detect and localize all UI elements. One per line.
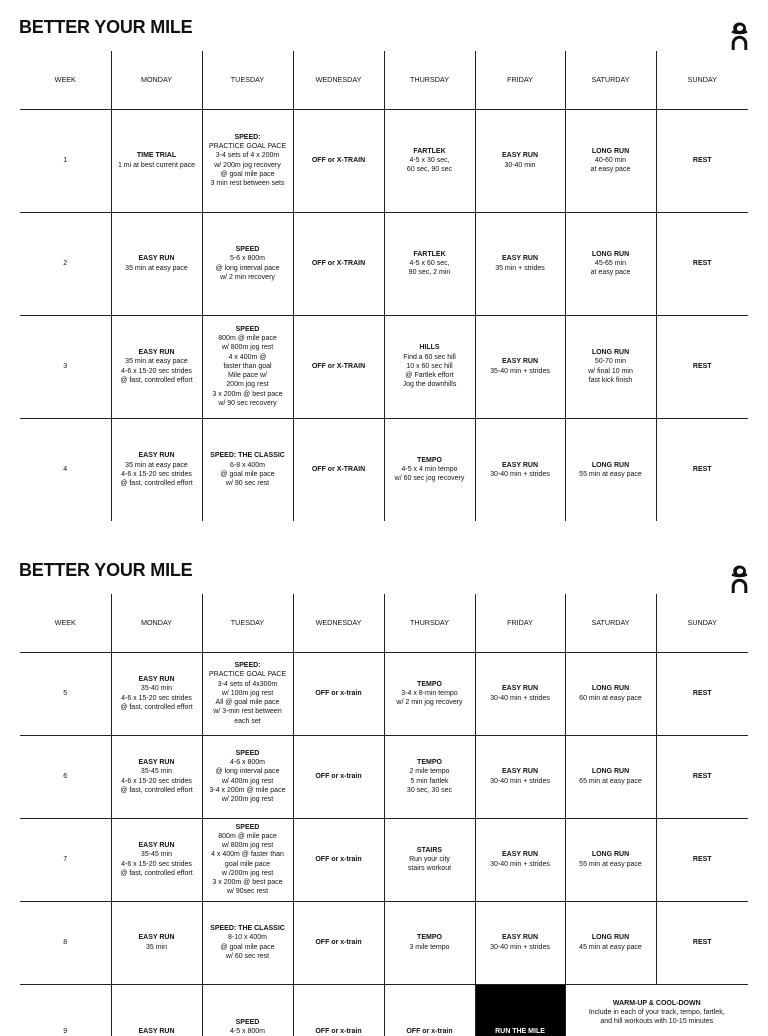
day-cell-wednesday <box>293 735 384 818</box>
workout-title: STAIRS <box>416 846 443 854</box>
workout-detail: 65 min at easy pace <box>579 777 642 785</box>
day-cell-friday <box>475 818 565 901</box>
workout-detail: stairs workout <box>407 865 452 873</box>
workout-detail: @ fast, controlled effort <box>120 376 193 384</box>
workout-title: EASY RUN <box>138 255 175 263</box>
week-row-9 <box>20 984 748 1036</box>
workout-detail: w/ 200m jog recovery <box>214 161 281 169</box>
col-header-monday: MONDAY <box>111 51 202 109</box>
workout-title: SPEED <box>235 326 260 334</box>
workout-title: LONG RUN <box>591 685 630 693</box>
workout-detail: @ fast, controlled effort <box>120 786 193 794</box>
workout-detail: 40-60 min <box>594 156 627 164</box>
day-cell-monday <box>111 315 202 418</box>
workout-detail: w/ 60 sec rest <box>225 952 270 960</box>
workout-detail: faster than goal <box>223 362 272 370</box>
col-header-saturday: SATURDAY <box>565 51 656 109</box>
workout-detail: at easy pace <box>590 166 631 174</box>
day-cell-friday <box>475 212 565 315</box>
week-number-text: 4 <box>63 466 68 474</box>
day-cell-thursday <box>384 212 475 315</box>
col-header-sunday: SUNDAY <box>656 51 748 109</box>
workout-detail: @ fast, controlled effort <box>120 869 193 877</box>
day-cell-sunday <box>656 818 748 901</box>
workout-detail: 5 min fartlek <box>410 777 449 785</box>
workout-detail: 10 x 60 sec hill <box>406 362 453 370</box>
workout-detail: goal mile pace <box>224 860 271 868</box>
col-header-tuesday: TUESDAY <box>202 594 293 652</box>
workout-title: SPEED <box>235 246 260 254</box>
on-logo-icon <box>731 22 748 51</box>
page-title-2: BETTER YOUR MILE <box>19 560 193 580</box>
workout-detail: 3-4 x 200m @ mile pace <box>209 786 286 794</box>
workout-title: LONG RUN <box>591 851 630 859</box>
week-number <box>20 418 111 521</box>
day-cell-saturday <box>565 109 656 212</box>
day-cell-wednesday <box>293 109 384 212</box>
day-cell-wednesday <box>293 418 384 521</box>
col-header-week: WEEK <box>20 594 111 652</box>
on-logo-icon <box>731 565 748 594</box>
page-title: BETTER YOUR MILE <box>19 17 193 37</box>
workout-detail: w/ 400m jog rest <box>221 777 274 785</box>
workout-title: EASY RUN <box>138 934 175 942</box>
day-cell-monday <box>111 735 202 818</box>
workout-title: FARTLEK <box>413 147 446 155</box>
col-header-friday: FRIDAY <box>475 51 565 109</box>
day-cell-tuesday <box>202 212 293 315</box>
workout-detail: 35 min <box>145 943 167 951</box>
workout-title: TIME TRIAL <box>136 152 177 160</box>
day-cell-tuesday <box>202 818 293 901</box>
week-number-text: 1 <box>63 156 68 164</box>
workout-title: REST <box>692 466 712 474</box>
training-plan-table-1 <box>20 51 748 521</box>
week-row <box>20 109 748 212</box>
workout-detail: @ goal mile pace <box>220 943 275 951</box>
day-cell-monday <box>111 901 202 984</box>
workout-title: OFF or x-train <box>315 938 362 946</box>
workout-detail: 8-10 x 400m <box>228 934 267 942</box>
workout-title: REST <box>692 855 712 863</box>
workout-title: TEMPO <box>417 759 442 767</box>
workout-title: REST <box>692 156 712 164</box>
day-cell-tuesday <box>202 901 293 984</box>
workout-title: EASY RUN <box>138 759 175 767</box>
workout-title: EASY RUN <box>501 152 539 160</box>
workout-title: OFF or x-train <box>315 689 362 697</box>
workout-detail: @ Fartlek effort <box>405 372 454 380</box>
day-cell-thursday <box>384 901 475 984</box>
week-row <box>20 315 748 418</box>
workout-detail: 30-40 min + strides <box>490 470 550 478</box>
workout-title: TEMPO <box>417 680 442 688</box>
day-cell-wednesday <box>293 652 384 735</box>
day-cell-wednesday <box>293 818 384 901</box>
day-cell-saturday <box>565 818 656 901</box>
day-cell-tuesday <box>202 418 293 521</box>
workout-detail: w/ 800m jog rest <box>221 842 274 850</box>
workout-detail: 4-6 x 800m <box>229 759 266 767</box>
week-number-text: 3 <box>63 362 68 370</box>
workout-title: EASY RUN <box>138 842 175 850</box>
day-cell-sunday <box>656 212 748 315</box>
day-cell-wednesday <box>293 984 384 1036</box>
workout-detail: 90 sec, 2 min <box>408 269 451 277</box>
workout-detail: Run your city <box>409 855 450 863</box>
workout-detail: 4 x 400m @ <box>228 353 267 361</box>
day-cell-sunday <box>656 109 748 212</box>
workout-detail: 4-6 x 15-20 sec strides <box>121 367 192 375</box>
workout-title: EASY RUN <box>138 452 175 460</box>
week-row <box>20 901 748 984</box>
day-cell-saturday <box>565 652 656 735</box>
workout-detail: 3 x 200m @ best pace <box>212 878 283 886</box>
day-cell-tuesday <box>202 735 293 818</box>
day-cell-tuesday <box>202 652 293 735</box>
workout-detail: 30-40 min + strides <box>490 943 550 951</box>
day-cell-monday <box>111 984 202 1036</box>
day-cell-wednesday <box>293 212 384 315</box>
workout-detail: @ long interval pace <box>215 264 280 272</box>
workout-title: EASY RUN <box>501 358 539 366</box>
week-number <box>20 212 111 315</box>
day-cell-tuesday <box>202 315 293 418</box>
workout-detail: 3-4 sets of 4x300m <box>217 680 278 688</box>
workout-title: REST <box>692 689 712 697</box>
week-number-text: 8 <box>63 938 68 946</box>
workout-detail: 4-5 x 60 sec, <box>409 259 450 267</box>
workout-title: OFF or X-TRAIN <box>311 362 366 370</box>
workout-detail: 3 mile tempo <box>409 943 450 951</box>
workout-title: SPEED: THE CLASSIC <box>210 925 285 933</box>
workout-detail: 200m jog rest <box>226 381 269 389</box>
week-row <box>20 652 748 735</box>
workout-title: SPEED <box>235 749 260 757</box>
workout-detail: 3-4 x 8-min tempo <box>401 689 458 697</box>
day-cell-sunday <box>656 735 748 818</box>
workout-detail: @ long interval pace <box>215 768 280 776</box>
workout-detail: 60 sec, 90 sec <box>406 166 453 174</box>
workout-detail: 800m @ mile pace <box>218 335 277 343</box>
workout-detail: 55 min at easy pace <box>579 860 642 868</box>
workout-detail: w/ 3-min rest between <box>213 708 282 716</box>
workout-detail: w/ 2 min recovery <box>220 273 275 281</box>
workout-title: SPEED <box>235 1018 260 1026</box>
note-title: WARM-UP & COOL-DOWN <box>612 999 701 1007</box>
workout-detail: w/ 60 sec jog recovery <box>394 475 465 483</box>
workout-detail: 35-40 min <box>140 685 173 693</box>
week-number-text: 2 <box>63 259 68 267</box>
workout-detail: 6-8 x 400m <box>229 461 266 469</box>
workout-detail: All @ goal mile pace <box>215 699 280 707</box>
workout-detail: 3-4 sets of 4 x 200m <box>215 152 280 160</box>
workout-detail: 55 min at easy pace <box>579 470 642 478</box>
day-cell-monday <box>111 652 202 735</box>
col-header-friday: FRIDAY <box>475 594 565 652</box>
workout-detail: 4 x 400m @ faster than <box>211 851 284 859</box>
workout-detail: @ fast, controlled effort <box>120 479 193 487</box>
workout-detail: 35-45 min <box>140 851 173 859</box>
workout-detail: w/ 90sec rest <box>226 888 269 896</box>
week-number <box>20 818 111 901</box>
workout-detail: 4-6 x 15-20 sec strides <box>121 777 192 785</box>
workout-detail: w/ 100m jog rest <box>221 689 274 697</box>
workout-detail: 35-40 min + strides <box>490 367 550 375</box>
workout-detail: 30-40 min + strides <box>490 860 550 868</box>
week-number <box>20 901 111 984</box>
workout-title: LONG RUN <box>591 934 630 942</box>
col-header-tuesday: TUESDAY <box>202 51 293 109</box>
workout-detail: 30 sec, 30 sec <box>406 786 453 794</box>
workout-detail: 30-40 min + strides <box>490 694 550 702</box>
workout-detail: fast kick finish <box>588 376 633 384</box>
workout-detail: 800m @ mile pace <box>218 832 277 840</box>
workout-detail: 4-5 x 800m <box>229 1027 266 1035</box>
day-cell-monday <box>111 109 202 212</box>
day-cell-friday <box>475 652 565 735</box>
day-cell-thursday <box>384 652 475 735</box>
week-row <box>20 212 748 315</box>
workout-detail: w/ 200m jog rest <box>221 795 274 803</box>
week-number <box>20 735 111 818</box>
workout-detail: 45 min at easy pace <box>579 943 642 951</box>
col-header-thursday: THURSDAY <box>384 594 475 652</box>
workout-title: EASY RUN <box>138 1027 175 1035</box>
week-number-text: 7 <box>63 855 68 863</box>
workout-detail: Mile pace w/ <box>228 372 267 380</box>
col-header-week: WEEK <box>20 51 111 109</box>
week-number-text: 6 <box>63 772 68 780</box>
workout-title: OFF or X-TRAIN <box>311 156 366 164</box>
day-cell-saturday <box>565 315 656 418</box>
note-line: and hill workouts with 10-15 minutes <box>600 1017 714 1025</box>
col-header-saturday: SATURDAY <box>565 594 656 652</box>
workout-detail: 60 min at easy pace <box>579 694 642 702</box>
workout-title: FARTLEK <box>413 250 446 258</box>
workout-title: SPEED: <box>234 662 261 670</box>
workout-title: HILLS <box>419 344 440 352</box>
day-cell-tuesday <box>202 109 293 212</box>
workout-title: LONG RUN <box>591 461 630 469</box>
workout-detail: 35 min + strides <box>495 264 545 272</box>
col-header-wednesday: WEDNESDAY <box>293 594 384 652</box>
day-cell-friday-race <box>475 984 565 1036</box>
workout-detail: 35 min at easy pace <box>125 461 188 469</box>
workout-title: LONG RUN <box>591 250 630 258</box>
col-header-wednesday: WEDNESDAY <box>293 51 384 109</box>
week-number-text: 5 <box>63 689 68 697</box>
workout-title: REST <box>692 772 712 780</box>
workout-title: LONG RUN <box>591 349 630 357</box>
workout-title: LONG RUN <box>591 768 630 776</box>
workout-title: EASY RUN <box>501 255 539 263</box>
training-plan-table-2 <box>20 594 748 1036</box>
day-cell-tuesday <box>202 984 293 1036</box>
warmup-note <box>565 984 748 1036</box>
week-row <box>20 735 748 818</box>
header-row <box>20 594 748 652</box>
race-label: RUN THE MILE <box>495 1027 545 1035</box>
workout-title: REST <box>692 362 712 370</box>
day-cell-sunday <box>656 652 748 735</box>
workout-title: OFF or x-train <box>406 1027 453 1035</box>
workout-title: EASY RUN <box>501 768 539 776</box>
workout-detail: w/ 800m jog rest <box>221 344 274 352</box>
workout-detail: 50-70 min <box>594 358 627 366</box>
workout-detail: w/ 2 min jog recovery <box>396 699 463 707</box>
day-cell-saturday <box>565 735 656 818</box>
week-number <box>20 984 111 1036</box>
workout-detail: 3 x 200m @ best pace <box>212 390 283 398</box>
workout-detail: 5-6 x 800m <box>229 255 266 263</box>
workout-detail: w/ 90 sec recovery <box>218 399 277 407</box>
workout-detail: @ goal mile pace <box>220 470 275 478</box>
workout-title: OFF or x-train <box>315 1027 362 1035</box>
workout-title: REST <box>692 938 712 946</box>
day-cell-saturday <box>565 418 656 521</box>
workout-title: EASY RUN <box>138 349 175 357</box>
workout-detail: 4-6 x 15-20 sec strides <box>121 470 192 478</box>
week-number-text: 9 <box>63 1027 68 1035</box>
workout-detail: 35-45 min <box>140 768 173 776</box>
week-row <box>20 818 748 901</box>
day-cell-friday <box>475 735 565 818</box>
week-number <box>20 652 111 735</box>
workout-detail: at easy pace <box>590 269 631 277</box>
day-cell-monday <box>111 212 202 315</box>
day-cell-saturday <box>565 212 656 315</box>
workout-title: OFF or X-TRAIN <box>311 466 366 474</box>
header-row <box>20 51 748 109</box>
workout-title: EASY RUN <box>501 934 539 942</box>
day-cell-friday <box>475 315 565 418</box>
day-cell-thursday <box>384 315 475 418</box>
workout-detail: 4-6 x 15-20 sec strides <box>121 694 192 702</box>
workout-title: TEMPO <box>417 934 442 942</box>
workout-title: TEMPO <box>417 456 442 464</box>
workout-title: OFF or x-train <box>315 772 362 780</box>
workout-detail: 30-40 min <box>504 161 536 169</box>
workout-title: SPEED: <box>234 133 261 141</box>
week-number <box>20 315 111 418</box>
workout-title: SPEED <box>235 823 260 831</box>
workout-title: EASY RUN <box>501 461 539 469</box>
workout-detail: 35 min at easy pace <box>125 358 188 366</box>
day-cell-thursday <box>384 984 475 1036</box>
workout-detail: 4-6 x 15-20 sec strides <box>121 860 192 868</box>
day-cell-thursday <box>384 109 475 212</box>
workout-title: EASY RUN <box>138 676 175 684</box>
workout-detail: 4-5 x 4 min tempo <box>401 466 458 474</box>
workout-title: SPEED: THE CLASSIC <box>210 452 285 460</box>
note-line: Include in each of your track, tempo, fartlek, <box>588 1008 725 1016</box>
day-cell-friday <box>475 901 565 984</box>
workout-detail: 45-65 min <box>594 259 627 267</box>
day-cell-thursday <box>384 418 475 521</box>
workout-detail: @ goal mile pace <box>220 170 275 178</box>
workout-detail: w/ final 10 min <box>588 367 633 375</box>
workout-detail: PRACTICE GOAL PACE <box>208 671 287 679</box>
col-header-sunday: SUNDAY <box>656 594 748 652</box>
workout-detail: 1 mi at best current pace <box>117 161 196 169</box>
day-cell-wednesday <box>293 901 384 984</box>
workout-title: EASY RUN <box>501 851 539 859</box>
workout-detail: w/ 90 sec rest <box>225 479 270 487</box>
workout-detail: Jog the downhills <box>402 381 457 389</box>
day-cell-wednesday <box>293 315 384 418</box>
workout-title: OFF or X-TRAIN <box>311 259 366 267</box>
workout-detail: 30-40 min + strides <box>490 777 550 785</box>
day-cell-saturday <box>565 901 656 984</box>
day-cell-thursday <box>384 735 475 818</box>
workout-title: EASY RUN <box>501 685 539 693</box>
workout-title: REST <box>692 259 712 267</box>
day-cell-monday <box>111 818 202 901</box>
workout-detail: PRACTICE GOAL PACE <box>208 143 287 151</box>
week-row <box>20 418 748 521</box>
day-cell-sunday <box>656 315 748 418</box>
day-cell-monday <box>111 418 202 521</box>
col-header-monday: MONDAY <box>111 594 202 652</box>
workout-detail: @ fast, controlled effort <box>120 703 193 711</box>
day-cell-sunday <box>656 418 748 521</box>
day-cell-friday <box>475 109 565 212</box>
workout-detail: 4-5 x 30 sec, <box>409 156 450 164</box>
day-cell-thursday <box>384 818 475 901</box>
workout-detail: each set <box>234 717 261 725</box>
col-header-thursday: THURSDAY <box>384 51 475 109</box>
workout-detail: Find a 60 sec hill <box>403 353 456 361</box>
workout-detail: 3 min rest between sets <box>210 179 285 187</box>
day-cell-sunday <box>656 901 748 984</box>
day-cell-friday <box>475 418 565 521</box>
workout-title: OFF or x-train <box>315 855 362 863</box>
week-number <box>20 109 111 212</box>
workout-detail: w /200m jog rest <box>221 869 274 877</box>
workout-detail: 35 min at easy pace <box>125 264 188 272</box>
workout-detail: 2 mile tempo <box>409 768 450 776</box>
workout-title: LONG RUN <box>591 147 630 155</box>
